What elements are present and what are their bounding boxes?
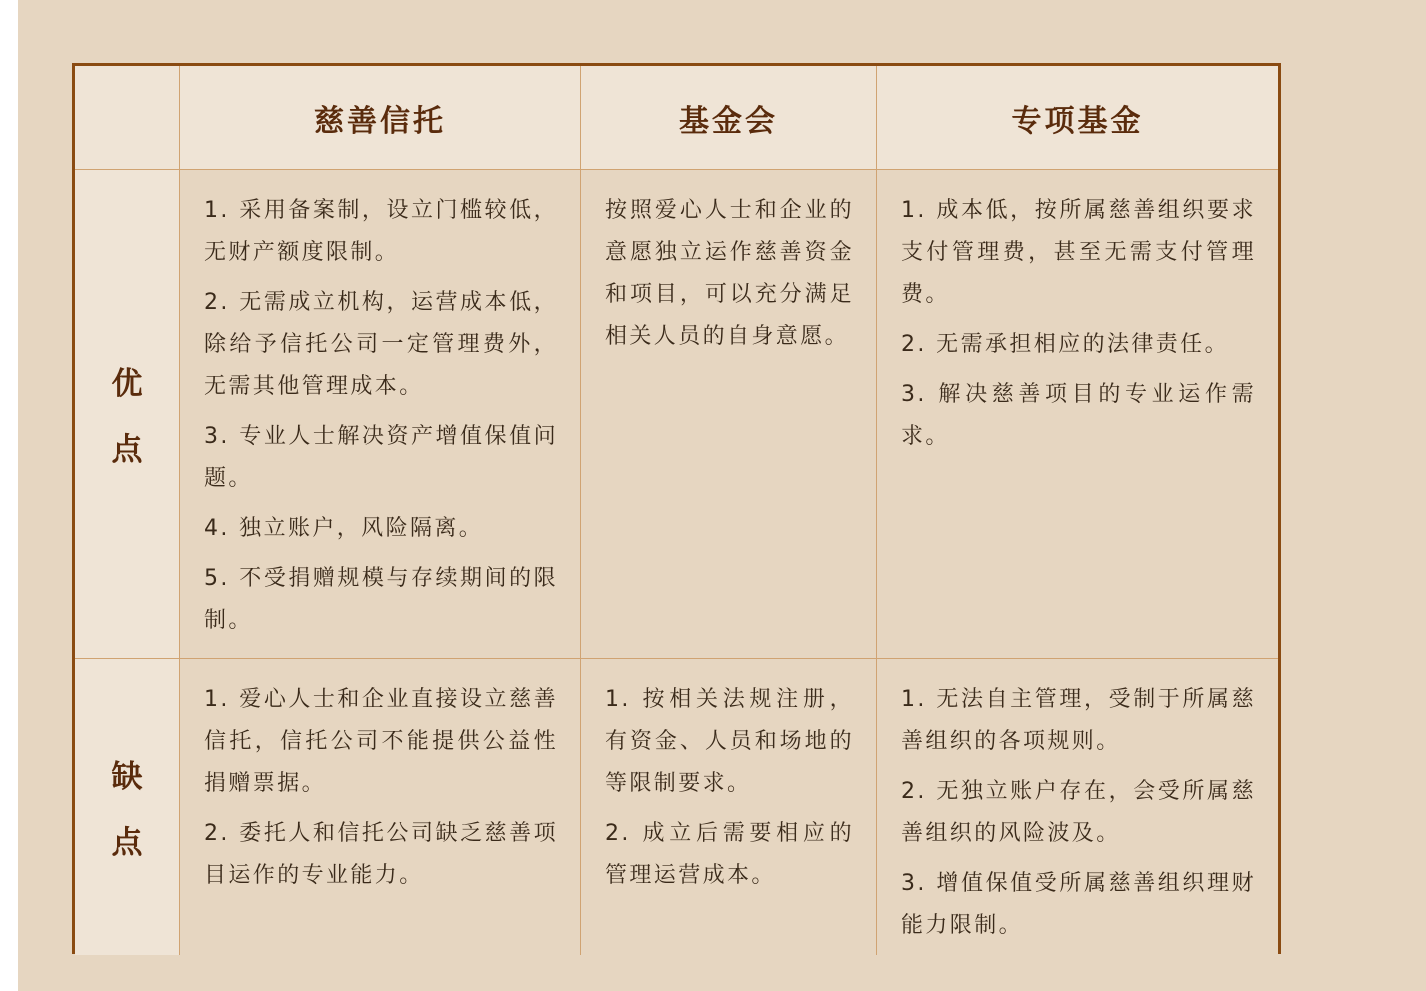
- list-item: 5. 不受捐赠规模与存续期间的限制。: [204, 566, 558, 633]
- header-special-fund: 专项基金: [877, 66, 1278, 170]
- list-item: 2. 无需承担相应的法律责任。: [901, 332, 1229, 357]
- list-item: 2. 无需成立机构，运营成本低，除给予信托公司一定管理费外，无需其他管理成本。: [204, 290, 558, 399]
- list-item: 1. 无法自主管理，受制于所属慈善组织的各项规则。: [901, 687, 1256, 754]
- row-label-text: 优点: [111, 366, 143, 468]
- comparison-table: [72, 63, 1281, 954]
- row-label-text: 缺点: [111, 759, 143, 861]
- list-item: 1. 成本低，按所属慈善组织要求支付管理费，甚至无需支付管理费。: [901, 198, 1256, 307]
- list-item: 2. 委托人和信托公司缺乏慈善项目运作的专业能力。: [204, 821, 558, 888]
- advantages-foundation-cell: [581, 170, 877, 659]
- list-item: 4. 独立账户，风险隔离。: [204, 516, 484, 541]
- header-corner-cell: [75, 66, 180, 170]
- list-item: 3. 增值保值受所属慈善组织理财能力限制。: [901, 871, 1256, 938]
- advantages-charitable-trust-cell: [180, 170, 581, 659]
- header-charitable-trust: 慈善信托: [180, 66, 581, 170]
- list-item: 按照爱心人士和企业的意愿独立运作慈善资金和项目，可以充分满足相关人员的自身意愿。: [605, 198, 854, 349]
- row-label-advantages: [75, 170, 180, 659]
- list-item: 1. 采用备案制，设立门槛较低，无财产额度限制。: [204, 198, 558, 265]
- list-item: 1. 爱心人士和企业直接设立慈善信托，信托公司不能提供公益性捐赠票据。: [204, 687, 558, 796]
- list-item: 2. 成立后需要相应的管理运营成本。: [605, 821, 854, 888]
- list-item: 3. 专业人士解决资产增值保值问题。: [204, 424, 558, 491]
- disadvantages-charitable-trust-cell: [180, 659, 581, 955]
- disadvantages-foundation-cell: [581, 659, 877, 955]
- row-label-disadvantages: [75, 659, 180, 955]
- disadvantages-special-fund-cell: [877, 659, 1278, 955]
- list-item: 3. 解决慈善项目的专业运作需求。: [901, 382, 1256, 449]
- list-item: 1. 按相关法规注册，有资金、人员和场地的等限制要求。: [605, 687, 854, 796]
- list-item: 2. 无独立账户存在，会受所属慈善组织的风险波及。: [901, 779, 1256, 846]
- header-foundation: 基金会: [581, 66, 877, 170]
- advantages-special-fund-cell: [877, 170, 1278, 659]
